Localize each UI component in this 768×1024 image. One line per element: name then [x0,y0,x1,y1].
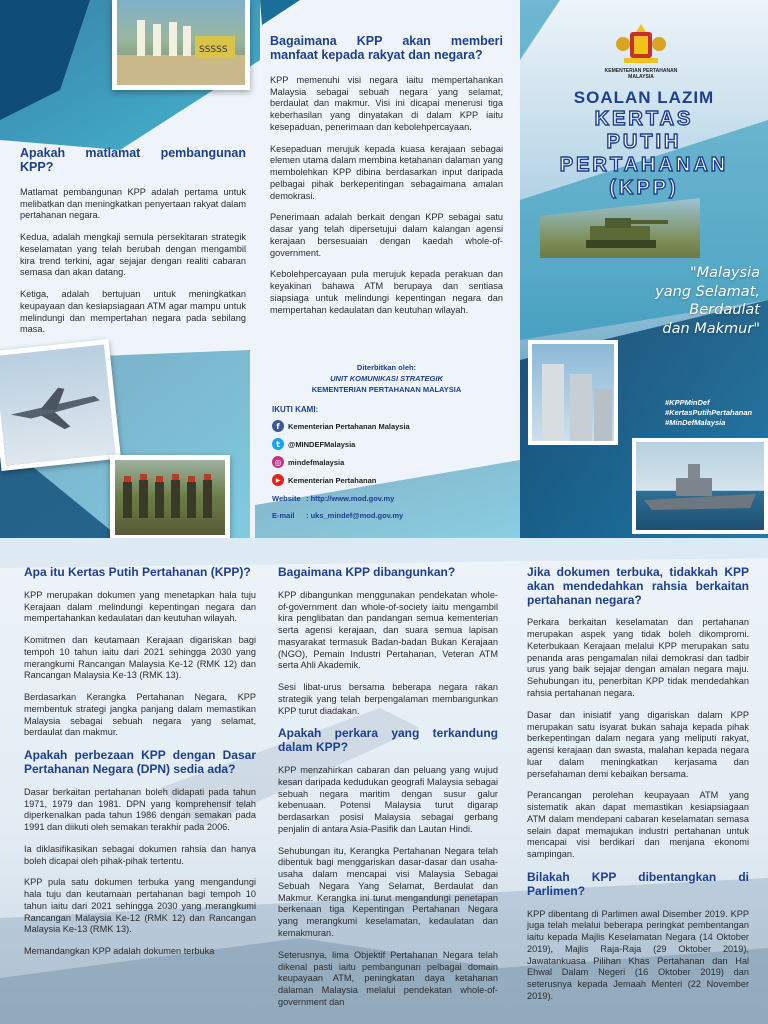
paragraph: KPP dibentang di Parlimen awal Disember 2019. KPP juga telah melalui beberapa peringkat pembentangan iaitu kepada Majlis Keselamatan Negara (14 Oktober 2019), Majlis Raja-Raja (29 Oktober 2019), Jawatankuasa Pilihan Khas Pertahanan dan Hal Ehwal Dalam Negeri (16 Oktober 2019) dan seterusnya kepada Jemaah Menteri (22 November 2019). [527,908,749,1001]
inside-column-1 [24,566,256,968]
ministry-name: KEMENTERIAN PERTAHANAN MALAYSIA [311,385,462,394]
website-label: Website [272,494,301,503]
social-twitter[interactable] [272,438,497,450]
follow-us-section [272,405,497,520]
youtube-icon: ▶ [272,474,284,486]
follow-us-label: IKUTI KAMI: [272,405,319,414]
website-line[interactable] [272,494,497,503]
social-label: mindefmalaysia [288,457,345,467]
hashtag: #KPPMinDef [665,398,710,407]
paragraph: Matlamat pembangunan KPP adalah pertama untuk melibatkan dan meningkatkan penyertaan rakyat dalam pertahanan negara. [20,186,246,221]
paragraph: Kebolehpercayaan pula merujuk kepada perakuan dan keyakinan bahawa ATM berupaya dan sentiasa siapsiaga untuk melindungi kepentingan negara dan mempertahan kedaulatan dan keutuhan wilayah. [270,269,503,315]
inside-column-2 [278,566,498,1019]
cover-title-line: SOALAN LAZIM [573,88,715,107]
paragraph: Dasar berkaitan pertahanan boleh didapati pada tahun 1971, 1979 dan 1981. DPN yang komprehensif telah diperkenalkan pada tahun 1986 dengan semakan pada 1991 dan diikuti oleh semakan terakhir pada 2006. [24,786,256,833]
paragraph: Perkara berkaitan keselamatan dan pertahanan merupakan aspek yang tidak boleh dikompromi. Keterbukaan Kerajaan melalui KPP merupakan satu penanda aras pengamalan nilai demokrasi dan tadbir urus yang baik sejajar dengan amalan negara maju. Sehubungan itu, penerbitan KPP tidak mendedahkan rahsia pertahanan negara. [527,617,749,698]
navy-ship-photo [632,438,768,534]
twitter-icon: t [272,438,284,450]
troops-photo [110,455,230,538]
paragraph: KPP pula satu dokumen terbuka yang mengandungi hala tuju dan keutamaan pertahanan bagi tempoh 10 tahun iaitu dari 2021 sehingga 2030 yang merangkumi Rancangan Malaysia Ke-12 (RMK 12) dan Rancangan Malaysia Ke-13 (RMK 13). [24,877,256,935]
cover-title-line: (KPP) [609,177,679,199]
paragraph: KPP merupakan dokumen yang menetapkan hala tuju Kerajaan dalam melindungi kepentingan negara dan mempertahankan kedaulatan dan keutuhan wilayah. [24,589,256,624]
fighter-jet-photo [0,339,121,471]
svg-text:SSSSS: SSSSS [199,45,228,55]
cover-ministry-name: KEMENTERIAN PERTAHANAN MALAYSIA [604,68,678,80]
paragraph: KPP memenuhi visi negara iaitu mempertahankan Malaysia sebagai sebuah negara yang selamat, berdaulat dan makmur. Visi ini dicapai menerusi tiga keberhasilan yang dinyatakan di dalam KPP iaitu kesepaduan, penerimaan dan kebolehpercayaan. [270,74,503,132]
cover-panel [520,0,768,538]
paragraph: Memandangkan KPP adalah dokumen terbuka [24,946,215,957]
section-title: Jika dokumen terbuka, tidakkah KPP akan mendedahkan rahsia berkaitan pertahanan negara? [527,565,749,607]
troops-illustration [115,460,225,538]
paragraph: Komitmen dan keutamaan Kerajaan digariskan bagi tempoh 10 tahun iaitu dari 2021 sehingga 2030 yang merangkumi Rancangan Malaysia Ke-12 (RMK 12) dan Rancangan Malaysia Ke-13 (RMK 13). [24,635,256,681]
left-column [20,146,246,346]
paragraph: Sehubungan itu, Kerangka Pertahanan Negara telah dibentuk bagi menggariskan dasar-dasar dan usaha-usaha dalam mencapai visi Malaysia Sebagai Sebuah Negara Yang Selamat, Berdaulat dan Makmur. Kerangka ini turut mengandungi penetapan berkenaan tiga Kepentingan Pertahanan Negara yang merangkumi keselamatan, kedaulatan dan kemakmuran. [278,845,498,938]
building-photo [528,340,618,445]
cover-title-line: PERTAHANAN [559,154,729,176]
paragraph: Penerimaan adalah berkait dengan KPP sebagai satu dasar yang telah dipersetujui dalam kalangan agensi kerajaan bersesuaian dengan kaedah whole-of-government. [270,212,503,258]
section-title: Bilakah KPP dibentangkan di Parlimen? [527,869,749,898]
quote-line: "Malaysia [689,265,760,281]
social-label: @MINDEFMalaysia [288,439,356,449]
social-facebook[interactable] [272,420,497,432]
website-url[interactable]: : http://www.mod.gov.my [306,494,395,503]
parade-illustration [117,0,247,85]
paragraph: Berdasarkan Kerangka Pertahanan Negara, KPP membentuk strategi jangka panjang dalam memastikan Malaysia sebagai sebuah negara yang selamat, berdaulat dan makmur. [24,692,256,738]
hashtag: #KertasPutihPertahanan [665,408,753,418]
social-instagram[interactable] [272,456,497,468]
section-title: Bagaimana KPP dibangunkan? [278,565,456,579]
quote-line: dan Makmur" [662,320,760,337]
facebook-icon: f [272,420,284,432]
paragraph: KPP menzahirkan cabaran dan peluang yang wujud kesan daripada kedudukan geografi Malaysia sebagai sebuah negara maritim dengan susur galur kebenuaan. Potensi Malaysia turut digarap berdasarkan posisi Malaysia sebagai gerbang penjalin di antara Asia-Pasifik dan Lautan Hindi. [278,765,498,834]
cover-title-line: PUTIH [606,131,682,153]
paragraph: Dasar dan inisiatif yang digariskan dalam KPP merupakan satu isyarat bukan sahaja kepada pihak berkepentingan dalam negara yang meliputi rakyat, agensi kerajaan dan swasta, malahan kepada negara luar dalam meningkatkan kerjasama dan persefahaman demi kebaikan bersama. [527,709,749,779]
quote-line: Berdaulat [689,302,760,319]
cover-title-line: KERTAS [594,108,694,130]
social-label: Kementerian Pertahanan Malaysia [288,421,410,431]
instagram-icon: ◎ [272,456,284,468]
section-title: Apakah perbezaan KPP dengan Dasar Pertahanan Negara (DPN) sedia ada? [24,748,256,777]
email-address[interactable]: : uks_mindef@mod.gov.my [306,511,404,520]
cover-title [520,88,768,200]
paragraph: Ketiga, adalah bertujuan untuk meningkatkan keupayaan dan kesiapsiagaan ATM agar mampu untuk melindungi dan mempertahan negara pada sebilang masa. [20,289,246,335]
section-title: Apakah perkara yang terkandung dalam KPP? [278,726,498,755]
email-line[interactable] [272,511,497,520]
paragraph: Sesi libat-urus bersama beberapa negara rakan strategik yang telah berpengalaman membangunkan KPP turut diadakan. [278,682,498,716]
quote-line: yang Selamat, [655,283,760,300]
inside-column-3 [527,566,749,1013]
publisher-block [270,363,503,394]
published-by-label: Diterbitkan oleh: [356,363,417,372]
section-title: Apa itu Kertas Putih Pertahanan (KPP)? [24,565,251,579]
malaysia-coat-of-arms-icon [616,24,666,66]
hashtag: #MinDefMalaysia [665,418,726,428]
paragraph: Perancangan perolehan keupayaan ATM yang sistematik akan dapat memastikan kesiapsiagaan ATM dalam mendepani cabaran keselamatan semasa selain dapat memajukan industri pertahanan untuk mencapai visi berdikari dan menjana ekonomi sampingan. [527,790,749,860]
paragraph: Kedua, adalah mengkaji semula persekitaran strategik keselamatan yang telah berubah dengan mengambil kira trend terkini, agar sejajar dengan realiti cabaran semasa dan akan datang. [20,232,246,278]
ship-illustration [636,442,764,530]
paragraph: Kesepaduan merujuk kepada kuasa kerajaan sebagai elemen utama dalam membina ketahanan dalaman yang membolehkan KPP dibina berdasarkan input daripada pelbagai pihak berkepentingan sebagaimana amalan demokrasi. [270,143,503,201]
jet-illustration [0,345,115,466]
social-label: Kementerian Pertahanan [288,475,377,485]
brochure-inside [0,538,768,1024]
email-label: E-mail [272,511,295,520]
section-title: Bagaimana KPP akan memberi manfaat kepada rakyat dan negara? [270,34,503,63]
building-illustration [532,344,614,441]
paragraph: Ia diklasifikasikan sebagai dokumen rahsia dan hanya boleh dicapai oleh pihak-pihak tertentu. [24,843,256,866]
paragraph: KPP dibangunkan menggunakan pendekatan whole-of-government dan whole-of-society iaitu mengambil kira penglibatan dan pandangan semua kementerian serta agensi kerajaan, dan suara semua lapisan masyarakat termasuk Badan-badan Bukan Kerajaan (NGO), Pemain Industri Pertahanan, Veteran ATM serta Ahli Akademik. [278,589,498,671]
hashtags [665,398,752,428]
section-title: Apakah matlamat pembangunan KPP? [20,146,246,175]
cover-quote [620,264,760,338]
unit-name: UNIT KOMUNIKASI STRATEGIK [330,374,443,383]
military-parade-photo [112,0,250,90]
paragraph: Seterusnya, lima Objektif Pertahanan Negara telah dikenal pasti iaitu pembangunan pelbagai domain keupayaan ATM, peningkatan daya ketahanan dalaman Malaysia melalui pendekatan whole-of-government dan [278,949,498,1007]
social-youtube[interactable] [272,474,497,486]
tank-illustration [540,198,700,258]
middle-column [270,34,503,327]
tank-photo [540,198,700,258]
